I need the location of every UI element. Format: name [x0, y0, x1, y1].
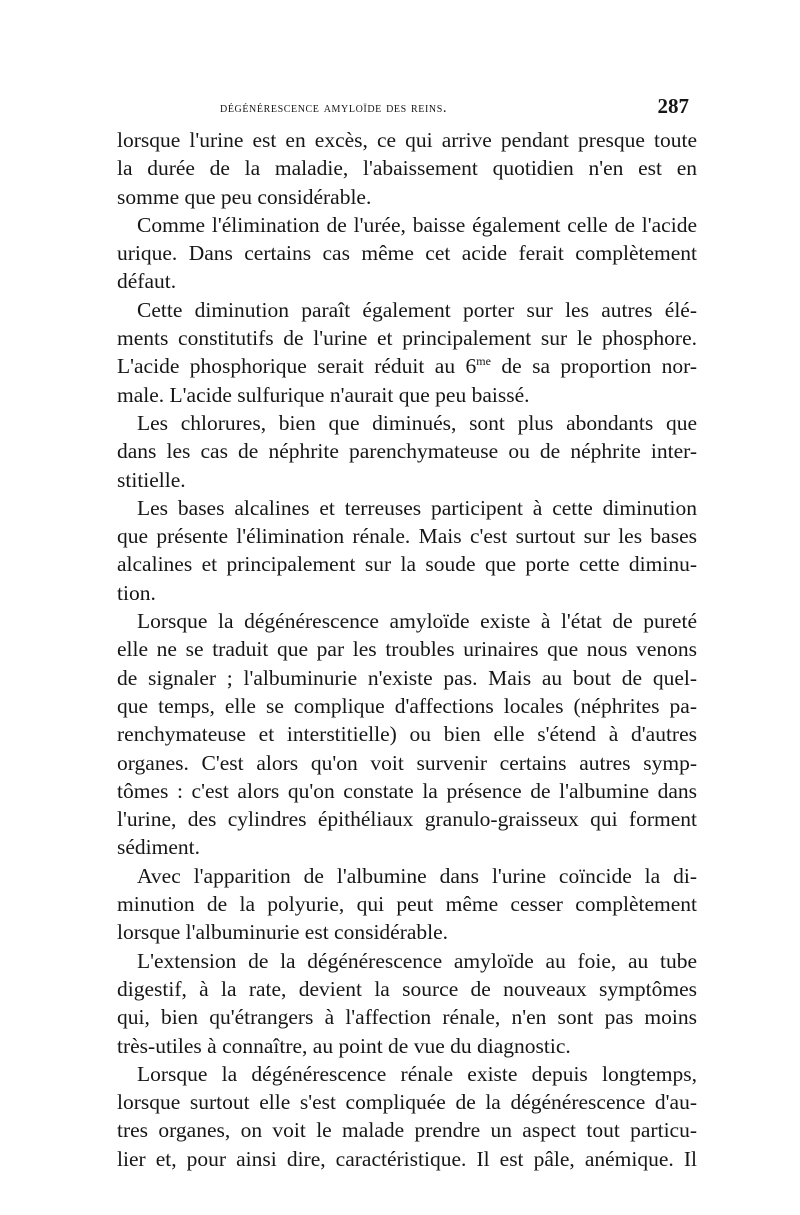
text-line-content: Lorsque la dégénérescence rénale existe depuis longtemps, — [137, 1061, 697, 1086]
text-line — [117, 267, 697, 295]
text-line-content: Les bases alcalines et terreuses participent à cette diminution — [137, 495, 697, 520]
text-line-content: qui, bien qu'étrangers à l'affection rénale, n'en sont pas moins — [117, 1005, 697, 1030]
text-line-content: urique. Dans certains cas même cet acide ferait complètement — [117, 241, 697, 266]
text-line-content: tômes : c'est alors qu'on constate la présence de l'albumine dans — [117, 778, 697, 803]
text-line — [117, 1003, 697, 1031]
text-line-content: Les chlorures, bien que diminués, sont plus abondants que — [137, 410, 697, 435]
text-line-content: que temps, elle se complique d'affections locales (néphrites pa- — [117, 693, 697, 718]
text-line — [117, 805, 697, 833]
book-page — [117, 94, 697, 1173]
page-header — [117, 94, 697, 126]
superscript: me — [476, 354, 491, 369]
text-line-content: lorsque l'urine est en excès, ce qui arrive pendant presque toute — [117, 128, 697, 152]
text-line — [117, 381, 697, 409]
text-line — [117, 126, 697, 154]
text-line — [117, 522, 697, 550]
text-line — [117, 1145, 697, 1173]
text-line — [117, 437, 697, 465]
text-line — [117, 777, 697, 805]
text-line — [117, 947, 697, 975]
text-line-content: Cette diminution paraît également porter sur les autres élé- — [137, 297, 697, 322]
running-title: dégénérescence amyloïde des reins. — [220, 100, 448, 116]
text-line-content: digestif, à la rate, devient la source de nouveaux symptômes — [117, 976, 697, 1001]
text-line-content: tres organes, on voit le malade prendre un aspect tout particu- — [117, 1118, 697, 1143]
text-line — [117, 183, 697, 211]
body-text — [117, 126, 697, 1173]
text-line — [117, 409, 697, 437]
text-line — [117, 154, 697, 182]
text-line — [117, 324, 697, 352]
text-line-content: la durée de la maladie, l'abaissement quotidien n'en est en — [117, 156, 697, 181]
text-line — [117, 635, 697, 663]
text-line-content: que présente l'élimination rénale. Mais c'est surtout sur les bases — [117, 524, 697, 549]
text-line-content: l'urine, des cylindres épithéliaux granulo-graisseux qui forment — [117, 807, 697, 832]
text-line — [117, 1032, 697, 1060]
text-line — [117, 749, 697, 777]
text-line-content: renchymateuse et interstitielle) ou bien elle s'étend à d'autres — [117, 722, 697, 747]
text-line-content: Lorsque la dégénérescence amyloïde existe à l'état de pureté — [137, 609, 697, 634]
text-line — [117, 211, 697, 239]
text-line-content: Avec l'apparition de l'albumine dans l'urine coïncide la di- — [137, 863, 697, 888]
text-line — [117, 1116, 697, 1144]
text-line-content: sédiment. — [117, 835, 200, 860]
text-line-content: dans les cas de néphrite parenchymateuse ou de néphrite inter- — [117, 439, 697, 464]
page-number: 287 — [657, 94, 689, 118]
text-line — [117, 1060, 697, 1088]
text-line-content: de signaler ; l'albuminurie n'existe pas. Mais au bout de quel- — [117, 665, 697, 690]
text-line — [117, 352, 697, 380]
text-line-content: L'extension de la dégénérescence amyloïde au foie, au tube — [137, 948, 697, 973]
text-line-content: très-utiles à connaître, au point de vue du diagnostic. — [117, 1033, 571, 1058]
text-line — [117, 1088, 697, 1116]
text-line — [117, 466, 697, 494]
text-line — [117, 862, 697, 890]
text-line — [117, 494, 697, 522]
text-line — [117, 296, 697, 324]
text-line-content: tion. — [117, 580, 156, 605]
text-line-content: ments constitutifs de l'urine et principalement sur le phosphore. — [117, 326, 697, 351]
text-line-content: lorsque l'albuminurie est considérable. — [117, 920, 449, 945]
text-line-content: elle ne se traduit que par les troubles urinaires que nous venons — [117, 637, 697, 662]
text-line-content: minution de la polyurie, qui peut même cesser complètement — [117, 892, 697, 917]
text-line-content: somme que peu considérable. — [117, 184, 372, 209]
text-line — [117, 579, 697, 607]
text-line-content: défaut. — [117, 269, 177, 294]
text-line — [117, 664, 697, 692]
text-line-content: lorsque surtout elle s'est compliquée de la dégénérescence d'au- — [117, 1090, 697, 1115]
text-line-content: male. L'acide sulfurique n'aurait que peu baissé. — [117, 382, 530, 407]
text-line — [117, 692, 697, 720]
text-line — [117, 975, 697, 1003]
text-line — [117, 607, 697, 635]
text-line-content: alcalines et principalement sur la soude que porte cette diminu- — [117, 552, 697, 577]
text-line — [117, 239, 697, 267]
text-line — [117, 550, 697, 578]
text-line-content: lier et, pour ainsi dire, caractéristique. Il est pâle, anémique. Il — [117, 1146, 697, 1171]
text-line-content: stitielle. — [117, 467, 186, 492]
text-line-content: organes. C'est alors qu'on voit survenir certains autres symp- — [117, 750, 697, 775]
text-line — [117, 833, 697, 861]
text-line-continuation: de sa proportion nor- — [490, 354, 698, 379]
text-line-content: L'acide phosphorique serait réduit au 6 — [117, 354, 477, 379]
text-line — [117, 890, 697, 918]
text-line — [117, 918, 697, 946]
text-line — [117, 720, 697, 748]
text-line-content: Comme l'élimination de l'urée, baisse également celle de l'acide — [137, 212, 697, 237]
